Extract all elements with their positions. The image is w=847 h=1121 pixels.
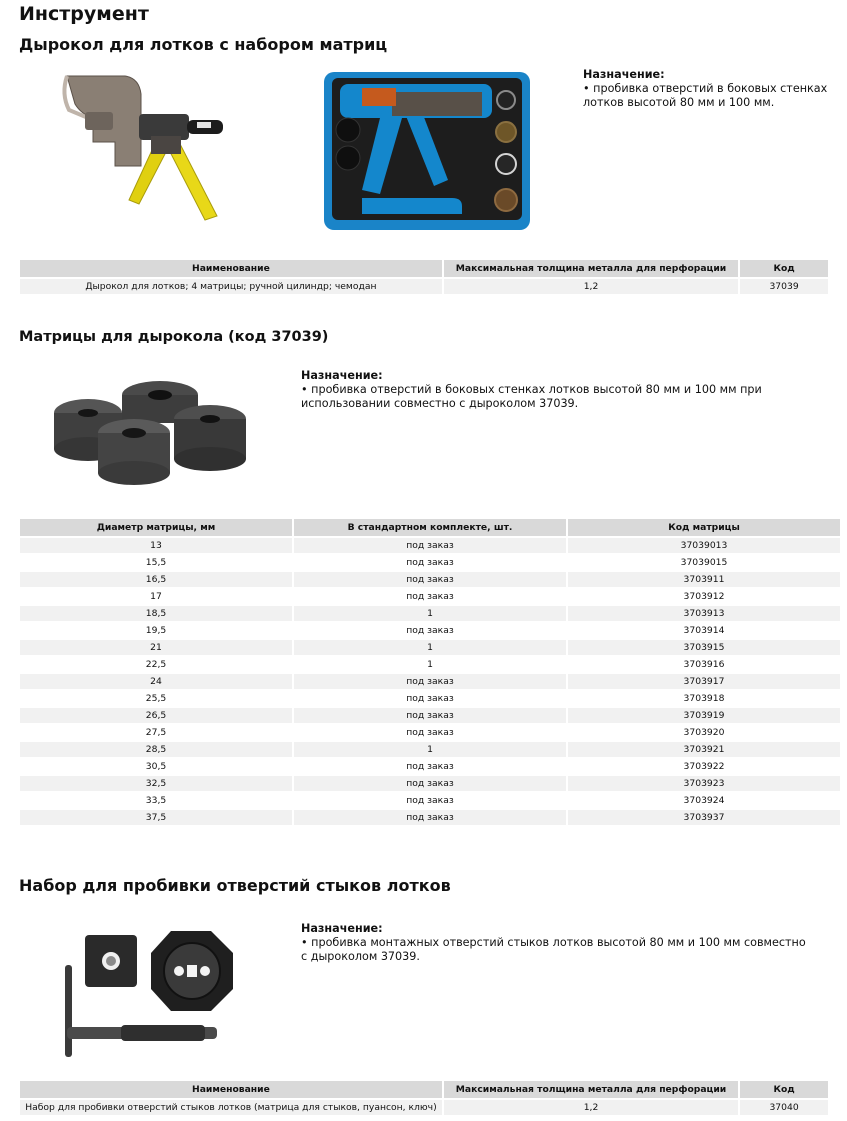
cell-die-code: 3703912 <box>568 589 840 604</box>
cell-in-set: под заказ <box>294 674 566 689</box>
table-row <box>20 742 840 757</box>
cell-diameter: 28,5 <box>20 742 292 757</box>
cell-diameter: 18,5 <box>20 606 292 621</box>
dies-table <box>18 517 842 827</box>
cell-diameter: 32,5 <box>20 776 292 791</box>
table-row <box>20 793 840 808</box>
cell-in-set: под заказ <box>294 810 566 825</box>
cell-diameter: 21 <box>20 640 292 655</box>
table-row <box>20 623 840 638</box>
cell-name: Дырокол для лотков; 4 матрицы; ручной цилиндр; чемодан <box>20 279 442 294</box>
cell-in-set: под заказ <box>294 555 566 570</box>
page-title: Инструмент <box>19 3 149 25</box>
col-header-diameter: Диаметр матрицы, мм <box>20 519 292 536</box>
tool-case-image <box>322 70 532 235</box>
cell-in-set: под заказ <box>294 623 566 638</box>
purpose-hole-punch <box>583 68 833 110</box>
table-row <box>20 759 840 774</box>
section-title-joint-set: Набор для пробивки отверстий стыков лотков <box>19 876 451 895</box>
cell-in-set: 1 <box>294 606 566 621</box>
cell-diameter: 24 <box>20 674 292 689</box>
purpose-text: • пробивка отверстий в боковых стенках лотков высотой 80 мм и 100 мм. <box>583 82 828 109</box>
cell-diameter: 27,5 <box>20 725 292 740</box>
purpose-dies <box>301 369 831 411</box>
cell-die-code: 3703911 <box>568 572 840 587</box>
cell-die-code: 3703919 <box>568 708 840 723</box>
cell-diameter: 17 <box>20 589 292 604</box>
col-header-code: Код <box>740 1081 828 1098</box>
cell-die-code: 3703913 <box>568 606 840 621</box>
table-row <box>20 538 840 553</box>
col-header-thickness: Максимальная толщина металла для перфорации <box>444 1081 738 1098</box>
table-row <box>20 606 840 621</box>
cell-diameter: 33,5 <box>20 793 292 808</box>
cell-die-code: 3703922 <box>568 759 840 774</box>
table-row <box>20 674 840 689</box>
purpose-heading: Назначение: <box>301 922 383 935</box>
joint-punch-set-image <box>55 925 245 1065</box>
cell-in-set: под заказ <box>294 793 566 808</box>
purpose-text: • пробивка отверстий в боковых стенках лотков высотой 80 мм и 100 мм при использовании совместно с дыроколом 37039. <box>301 383 762 410</box>
col-header-name: Наименование <box>20 1081 442 1098</box>
cell-in-set: под заказ <box>294 776 566 791</box>
section-title-dies: Матрицы для дырокола (код 37039) <box>19 329 329 345</box>
table-row <box>20 1100 828 1115</box>
col-header-thickness: Максимальная толщина металла для перфорации <box>444 260 738 277</box>
dies-image <box>50 375 275 490</box>
table-row <box>20 708 840 723</box>
table-row <box>20 657 840 672</box>
cell-in-set: под заказ <box>294 589 566 604</box>
cell-die-code: 3703924 <box>568 793 840 808</box>
cell-die-code: 3703937 <box>568 810 840 825</box>
cell-in-set: под заказ <box>294 725 566 740</box>
cell-diameter: 37,5 <box>20 810 292 825</box>
cell-die-code: 3703918 <box>568 691 840 706</box>
cell-die-code: 3703915 <box>568 640 840 655</box>
col-header-die-code: Код матрицы <box>568 519 840 536</box>
hole-punch-image <box>55 70 235 235</box>
cell-die-code: 3703923 <box>568 776 840 791</box>
cell-diameter: 16,5 <box>20 572 292 587</box>
cell-in-set: 1 <box>294 742 566 757</box>
cell-die-code: 37039015 <box>568 555 840 570</box>
table-row <box>20 589 840 604</box>
table-row <box>20 776 840 791</box>
cell-in-set: под заказ <box>294 538 566 553</box>
cell-die-code: 3703914 <box>568 623 840 638</box>
table-row <box>20 555 840 570</box>
cell-in-set: под заказ <box>294 572 566 587</box>
table-row <box>20 572 840 587</box>
cell-name: Набор для пробивки отверстий стыков лотков (матрица для стыков, пуансон, ключ) <box>20 1100 442 1115</box>
cell-die-code: 3703916 <box>568 657 840 672</box>
purpose-heading: Назначение: <box>583 68 665 81</box>
cell-die-code: 3703921 <box>568 742 840 757</box>
cell-code: 37040 <box>740 1100 828 1115</box>
cell-thickness: 1,2 <box>444 1100 738 1115</box>
cell-diameter: 26,5 <box>20 708 292 723</box>
table-row <box>20 725 840 740</box>
cell-diameter: 25,5 <box>20 691 292 706</box>
table-row <box>20 279 828 294</box>
col-header-code: Код <box>740 260 828 277</box>
cell-thickness: 1,2 <box>444 279 738 294</box>
cell-in-set: под заказ <box>294 708 566 723</box>
table-row <box>20 691 840 706</box>
col-header-name: Наименование <box>20 260 442 277</box>
table-row <box>20 810 840 825</box>
cell-diameter: 13 <box>20 538 292 553</box>
cell-diameter: 22,5 <box>20 657 292 672</box>
purpose-joint-set <box>301 922 811 964</box>
table-row <box>20 640 840 655</box>
cell-die-code: 37039013 <box>568 538 840 553</box>
hole-punch-table <box>18 258 830 296</box>
section-title-hole-punch: Дырокол для лотков с набором матриц <box>19 35 388 54</box>
cell-code: 37039 <box>740 279 828 294</box>
cell-die-code: 3703920 <box>568 725 840 740</box>
purpose-heading: Назначение: <box>301 369 383 382</box>
cell-in-set: 1 <box>294 657 566 672</box>
cell-in-set: под заказ <box>294 759 566 774</box>
cell-in-set: 1 <box>294 640 566 655</box>
cell-diameter: 15,5 <box>20 555 292 570</box>
cell-in-set: под заказ <box>294 691 566 706</box>
cell-die-code: 3703917 <box>568 674 840 689</box>
col-header-in-set: В стандартном комплекте, шт. <box>294 519 566 536</box>
cell-diameter: 30,5 <box>20 759 292 774</box>
cell-diameter: 19,5 <box>20 623 292 638</box>
purpose-text: • пробивка монтажных отверстий стыков лотков высотой 80 мм и 100 мм совместно с дыроколом 37039. <box>301 936 806 963</box>
joint-set-table <box>18 1079 830 1117</box>
